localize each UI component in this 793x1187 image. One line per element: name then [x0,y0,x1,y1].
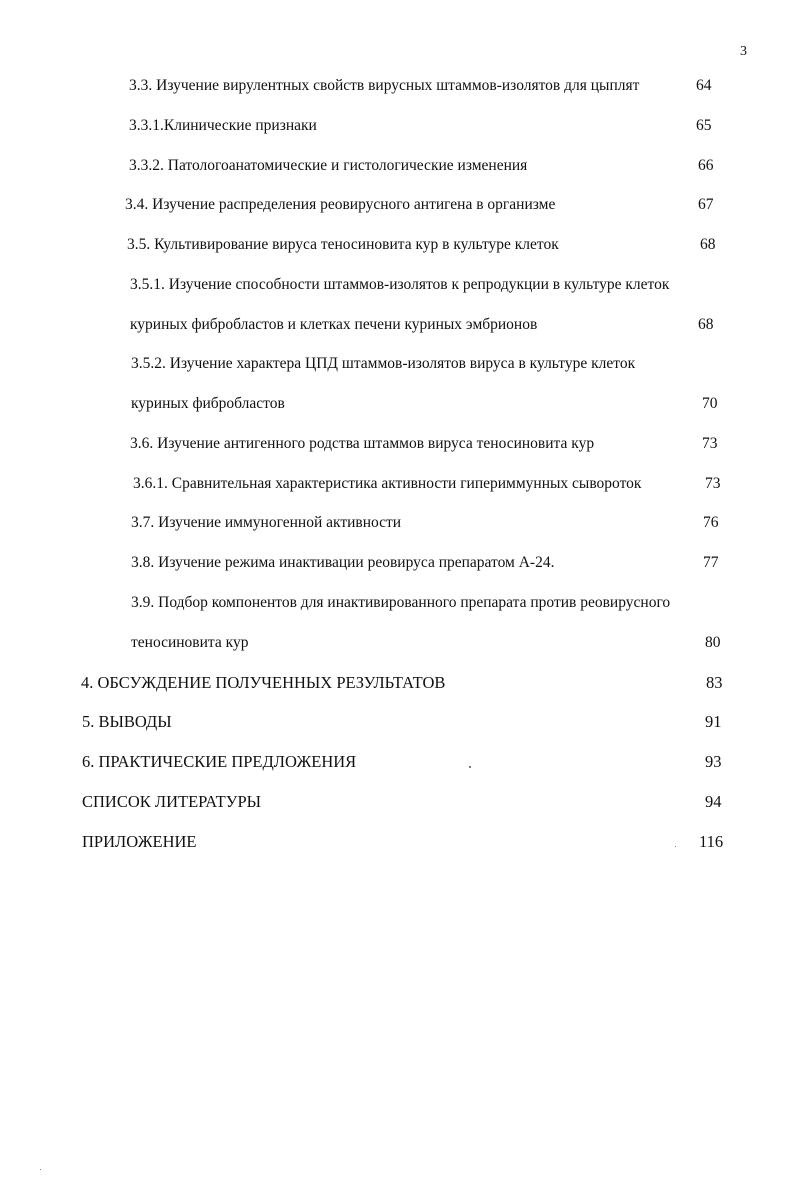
toc-entry-page: 93 [705,752,722,771]
scan-speck [469,766,471,768]
toc-entry-page: 91 [705,712,722,731]
toc-entry-title: 3.5. Культивирование вируса теносиновита кур в культуре клеток [127,236,559,253]
toc-entry-title: 3.9. Подбор компонентов для инактивированного препарата против реовирусного [131,594,671,611]
toc-entry-page: 68 [698,316,714,333]
toc-entry-page: 76 [703,514,719,531]
toc-entry-page: 73 [705,475,721,492]
toc-entry-page: 66 [698,157,714,174]
toc-chapter-title: 6. ПРАКТИЧЕСКИЕ ПРЕДЛОЖЕНИЯ [82,752,357,771]
toc-entry-title: 3.3. Изучение вирулентных свойств вирусных штаммов-изолятов для цыплят [129,77,640,94]
toc-chapter-title: 4. ОБСУЖДЕНИЕ ПОЛУЧЕННЫХ РЕЗУЛЬТАТОВ [81,673,446,692]
toc-entry-page: 70 [702,395,718,412]
toc-entry-title: 3.3.1.Клинические признаки [129,117,317,134]
scan-speck [675,846,676,847]
toc-chapter-title: ПРИЛОЖЕНИЕ [82,832,197,851]
toc-entry-title: 3.3.2. Патологоанатомические и гистологические изменения [129,157,528,174]
toc-entry-title: 3.5.2. Изучение характера ЦПД штаммов-изолятов вируса в культуре клеток [131,355,636,372]
toc-entry-title: теносиновита кур [131,634,249,651]
toc-entry-title: 3.4. Изучение распределения реовирусного антигена в организме [125,196,556,213]
toc-chapter-title: 5. ВЫВОДЫ [82,712,172,731]
page-number: 3 [740,44,747,59]
toc-entry-page: 116 [699,832,724,851]
toc-entry-page: 73 [702,435,718,452]
toc-entry-page: 94 [705,792,722,811]
toc-entry-title: 3.5.1. Изучение способности штаммов-изолятов к репродукции в культуре клеток [130,276,670,293]
toc-entry-page: 65 [696,117,712,134]
toc-entry-title: 3.6.1. Сравнительная характеристика активности гипериммунных сывороток [133,475,642,492]
toc-chapter-title: СПИСОК ЛИТЕРАТУРЫ [82,792,262,811]
toc-entry-page: 77 [703,554,719,571]
toc-entry-title: куриных фибробластов и клетках печени куриных эмбрионов [130,316,538,333]
toc-entry-title: 3.6. Изучение антигенного родства штаммов вируса теносиновита кур [130,435,595,452]
toc-entry-title: 3.7. Изучение иммуногенной активности [131,514,402,531]
toc-entry-title: 3.8. Изучение режима инактивации реовируса препаратом А-24. [131,554,555,571]
scan-speck [40,1169,41,1170]
toc-entry-page: 67 [698,196,714,213]
toc-entry-page: 68 [700,236,716,253]
toc-entry-page: 64 [696,77,712,94]
toc-entry-page: 83 [706,673,723,692]
toc-entry-title: куриных фибробластов [131,395,285,412]
toc-entry-page: 80 [705,634,721,651]
